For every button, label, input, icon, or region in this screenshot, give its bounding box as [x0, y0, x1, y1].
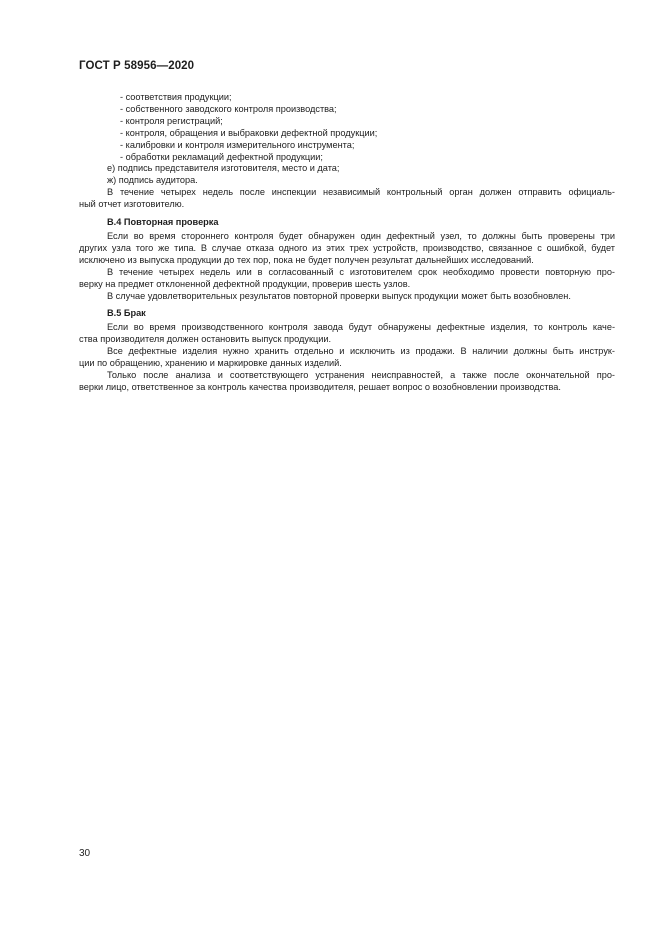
document-body: [79, 92, 615, 394]
paragraph-line: ный отчет изготовителю.: [79, 199, 185, 210]
paragraph-line: верки лицо, ответственное за контроль качества производителя, решает вопрос о возобновлении производства.: [79, 381, 561, 392]
section-heading-b5: В.5 Брак: [107, 308, 146, 319]
document-header: ГОСТ Р 58956—2020: [79, 60, 195, 72]
list-item: ж) подпись аудитора.: [107, 175, 198, 186]
list-item: - обработки рекламаций дефектной продукции;: [120, 151, 323, 162]
list-item: - контроля регистраций;: [120, 115, 223, 126]
list-item: - калибровки и контроля измерительного инструмента;: [120, 139, 355, 150]
paragraph-line: ции по обращению, хранению и маркировке данных изделий.: [79, 358, 342, 369]
paragraph-line: В течение четырех недель или в согласованный с изготовителем срок необходимо провести повторную про-: [107, 266, 615, 277]
paragraph-line: ства производителя должен остановить выпуск продукции.: [79, 334, 332, 345]
paragraph-line: верку на предмет отклоненной дефектной продукции, проверив шесть узлов.: [79, 278, 411, 289]
section-heading-b4: В.4 Повторная проверка: [107, 217, 219, 228]
paragraph-line: В случае удовлетворительных результатов повторной проверки выпуск продукции может быть возобновлен.: [107, 290, 571, 301]
list-item: - соответствия продукции;: [120, 92, 232, 102]
paragraph-line: Все дефектные изделия нужно хранить отдельно и исключить из продажи. В наличии должны быть инструк-: [107, 346, 615, 357]
paragraph-line: других узла того же типа. В случае отказа одного из этих трех устройств, производство, связанное с ошибкой, будет: [79, 242, 615, 253]
list-item: е) подпись представителя изготовителя, место и дата;: [107, 163, 340, 174]
paragraph-line: Только после анализа и соответствующего устранения неисправностей, а также после окончательной про-: [107, 369, 615, 380]
list-item: - собственного заводского контроля производства;: [120, 103, 337, 114]
paragraph-line: Если во время производственного контроля завода будут обнаружены дефектные изделия, то контроль каче-: [107, 322, 615, 333]
page-number: 30: [79, 848, 91, 859]
list-item: - контроля, обращения и выбраковки дефектной продукции;: [120, 127, 378, 138]
paragraph-line: Если во время стороннего контроля будет обнаружен один дефектный узел, то должны быть проверены три: [107, 230, 615, 241]
paragraph-line: В течение четырех недель после инспекции независимый контрольный орган должен отправить официаль-: [107, 187, 615, 198]
paragraph-line: исключено из выпуска продукции до тех пор, пока не будет получен результат дальнейших исследований.: [79, 254, 534, 265]
